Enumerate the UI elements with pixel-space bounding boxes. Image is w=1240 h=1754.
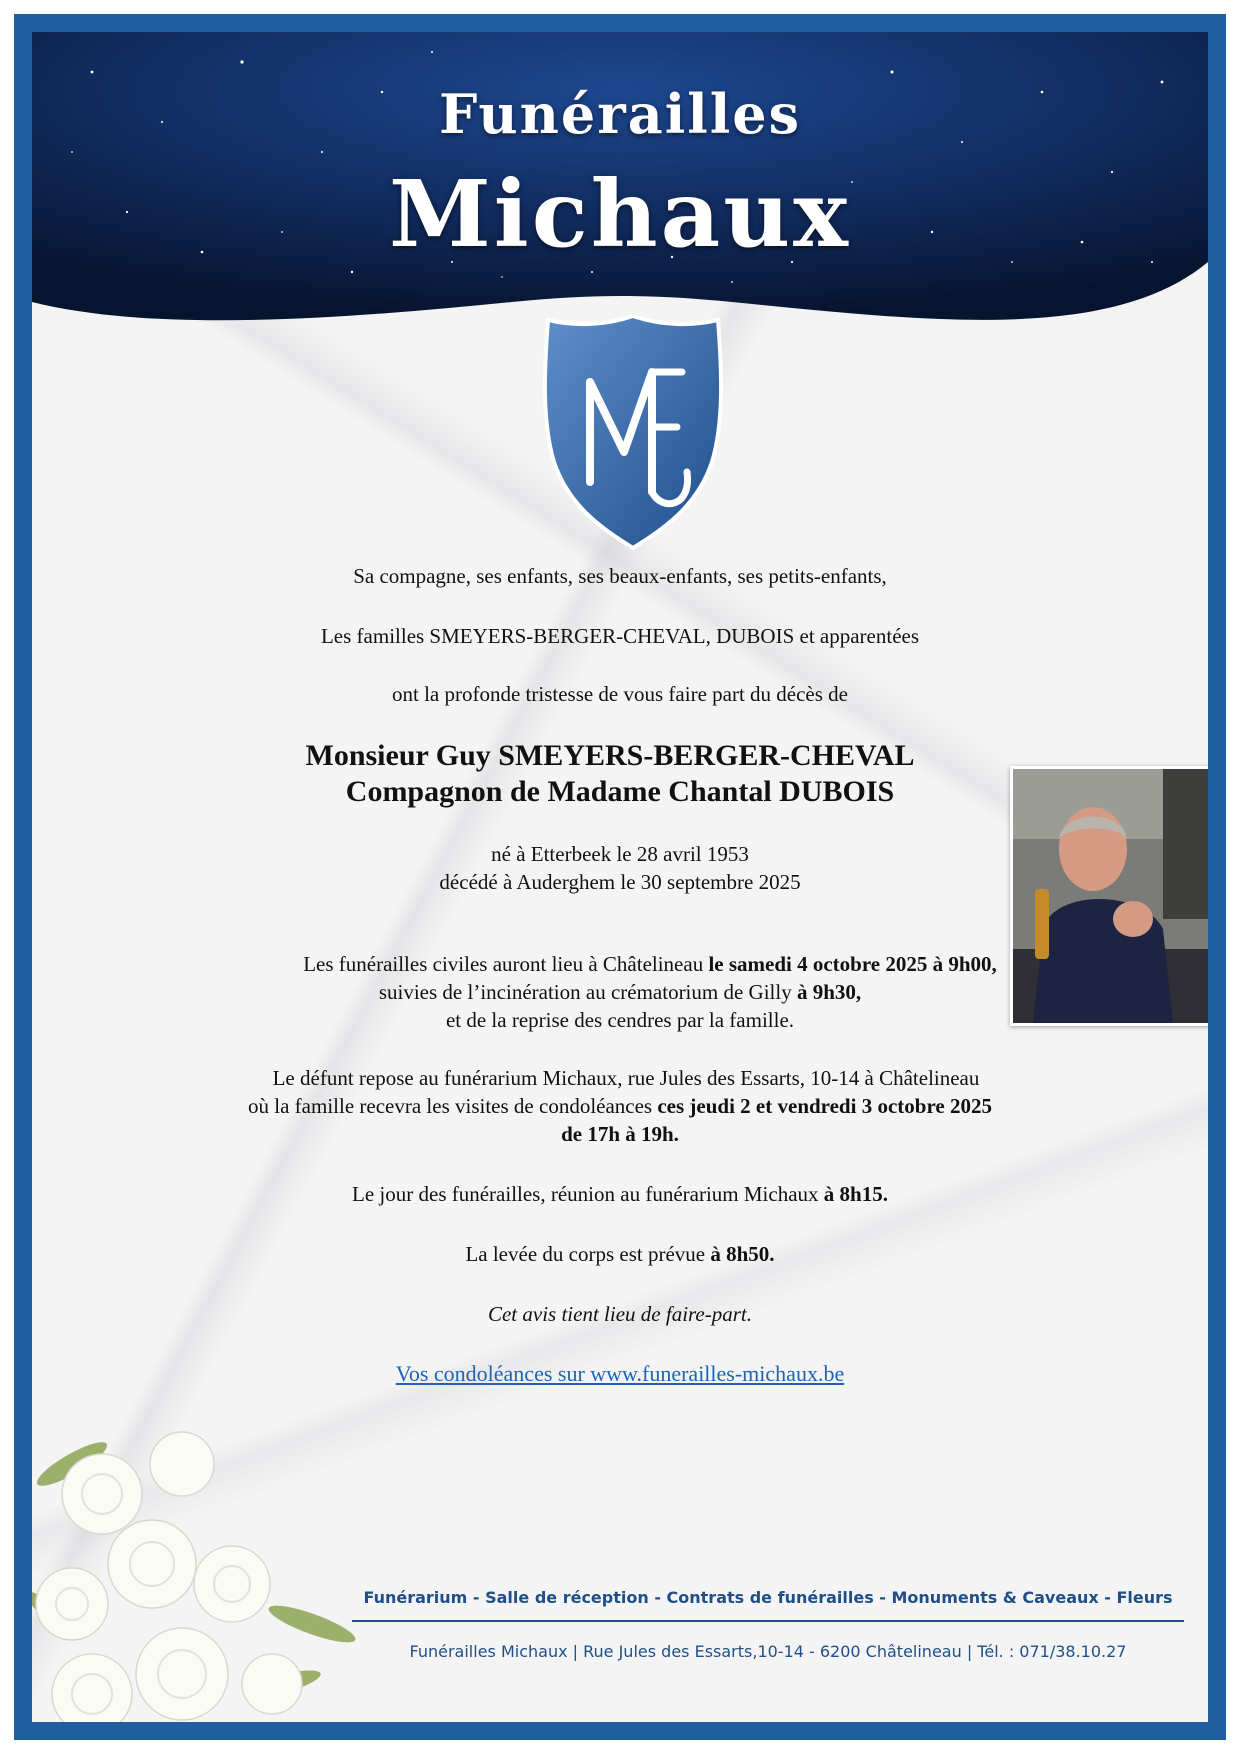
visits-hours: de 17h à 19h. — [561, 1122, 679, 1146]
brand-title-line2: Michaux — [388, 160, 852, 268]
levee-text: La levée du corps est prévue — [465, 1242, 711, 1266]
page-frame — [14, 14, 1226, 1740]
announcement-line-3: ont la profonde tristesse de vous faire part du décès de — [391, 682, 848, 706]
deceased-relation: Compagnon de Madame Chantal DUBOIS — [345, 775, 895, 808]
ceremony-line-2-text: suivies de l’incinération au crématorium de Gilly — [378, 980, 797, 1004]
meeting-time: à 8h15. — [823, 1182, 888, 1206]
footer-services: Funérarium - Salle de réception - Contrats de funérailles - Monuments & Caveaux - Fleurs — [363, 1588, 1173, 1607]
condolences-link[interactable]: Vos condoléances sur www.funerailles-michaux.be — [395, 1361, 845, 1386]
visits-line-1: Le défunt repose au funérarium Michaux, rue Jules des Essarts, 10-14 à Châtelineau — [272, 1066, 980, 1090]
levee-time: à 8h50. — [710, 1242, 775, 1266]
white-flowers-decoration — [32, 1384, 372, 1740]
announcement-line-2: Les familles SMEYERS-BERGER-CHEVAL, DUBOIS et apparentées — [320, 624, 920, 648]
visits-line-2-text: où la famille recevra les visites de condoléances — [248, 1094, 658, 1118]
birth-info: né à Etterbeek le 28 avril 1953 — [491, 842, 749, 866]
mf-crest-logo — [542, 312, 724, 552]
visits-line-2 — [32, 1092, 1208, 1120]
footer-divider — [352, 1620, 1184, 1622]
ceremony-line-3: et de la reprise des cendres par la famille. — [445, 1008, 795, 1032]
announcement-line-1: Sa compagne, ses enfants, ses beaux-enfants, ses petits-enfants, — [353, 564, 887, 588]
levee-info — [32, 1240, 1208, 1268]
footer-address: Funérailles Michaux | Rue Jules des Essarts,10-14 - 6200 Châtelineau | Tél. : 071/38.10.27 — [409, 1642, 1127, 1661]
ceremony-date: le samedi 4 octobre 2025 à 9h00, — [708, 952, 997, 976]
ceremony-line-1-text: Les funérailles civiles auront lieu à Châtelineau — [303, 952, 709, 976]
ceremony-line-1 — [62, 950, 1226, 978]
notice-text: Cet avis tient lieu de faire-part. — [487, 1302, 752, 1326]
meeting-info — [32, 1180, 1208, 1208]
brand-title-line1: Funérailles — [438, 82, 801, 146]
meeting-text: Le jour des funérailles, réunion au funérarium Michaux — [352, 1182, 824, 1206]
visits-dates: ces jeudi 2 et vendredi 3 octobre 2025 — [657, 1094, 992, 1118]
cremation-time: à 9h30, — [796, 980, 862, 1004]
deceased-name: Monsieur Guy SMEYERS-BERGER-CHEVAL — [305, 739, 915, 772]
ceremony-line-2 — [32, 978, 1208, 1006]
death-info: décédé à Auderghem le 30 septembre 2025 — [439, 870, 801, 894]
